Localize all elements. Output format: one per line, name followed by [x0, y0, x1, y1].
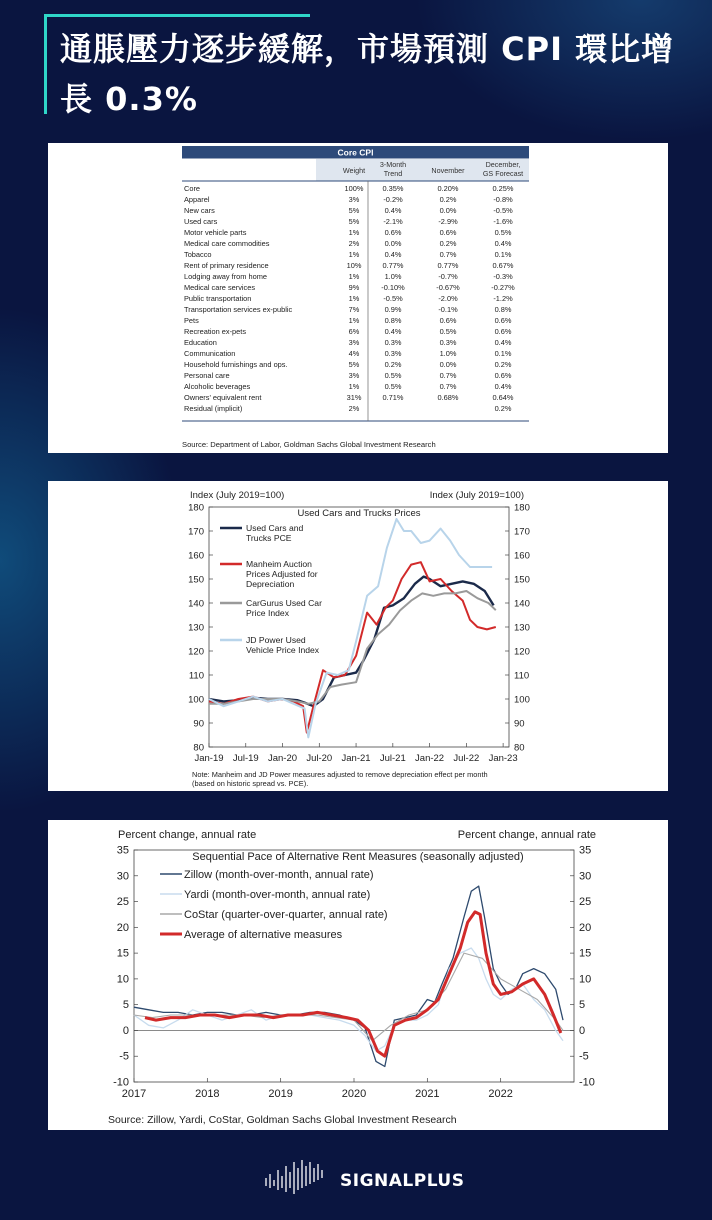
- table-row-label: Medical care commodities: [184, 239, 270, 248]
- x-tick-label: Jan-21: [341, 753, 371, 764]
- table-cell: -0.5%: [383, 294, 403, 303]
- y-tick-label-left: -5: [119, 1050, 129, 1063]
- table-cell: 0.4%: [384, 250, 402, 259]
- y-tick-label-left: 0: [122, 1024, 129, 1037]
- series-line: [209, 519, 492, 737]
- y-tick-label-right: 160: [514, 550, 530, 562]
- chart-note: Note: Manheim and JD Power measures adjusted to remove depreciation effect per month: [192, 770, 488, 779]
- table-title: Core CPI: [337, 147, 374, 158]
- table-row-label: Lodging away from home: [184, 272, 267, 281]
- y-tick-label-left: 20: [116, 921, 129, 934]
- page-title: 通脹壓力逐步緩解，市場預測 CPI 環比增長 0.3%: [60, 30, 675, 118]
- y-tick-label-right: 35: [579, 844, 592, 857]
- chart-title: Used Cars and Trucks Prices: [297, 508, 421, 519]
- table-cell: 0.2%: [494, 404, 512, 413]
- table-cell: 0.3%: [384, 349, 402, 358]
- y-axis-label-right: Index (July 2019=100): [429, 490, 524, 501]
- table-row-label: Owners' equivalent rent: [184, 393, 262, 402]
- y-tick-label-left: 25: [116, 896, 129, 909]
- table-cell: 1%: [348, 250, 360, 259]
- y-tick-label-right: -10: [579, 1076, 595, 1089]
- x-tick-label: 2018: [195, 1088, 220, 1100]
- table-cell: 1%: [348, 228, 360, 237]
- table-cell: 0.2%: [384, 360, 402, 369]
- table-cell: 3%: [348, 371, 360, 380]
- x-tick-label: Jan-20: [267, 753, 298, 764]
- y-axis-label-left: Index (July 2019=100): [190, 490, 285, 501]
- y-tick-label-right: 120: [514, 646, 530, 658]
- table-cell: 0.6%: [439, 228, 457, 237]
- x-tick-label: Jan-23: [488, 753, 518, 764]
- table-cell: 0.0%: [384, 239, 402, 248]
- table-row-label: Core: [184, 184, 201, 193]
- table-cell: 5%: [348, 360, 360, 369]
- table-cell: -0.67%: [436, 283, 460, 292]
- table-cell: 0.67%: [492, 261, 514, 270]
- table-cell: 0.1%: [494, 349, 512, 358]
- table-row-label: Apparel: [184, 195, 210, 204]
- table-cell: 0.25%: [492, 184, 514, 193]
- table-cell: 0.5%: [494, 228, 512, 237]
- table-cell: 5%: [348, 206, 360, 215]
- x-tick-label: 2022: [488, 1088, 513, 1100]
- table-cell: 0.4%: [494, 338, 512, 347]
- table-row-label: Residual (implicit): [184, 404, 243, 413]
- table-row-label: Tobacco: [184, 250, 212, 259]
- table-cell: 0.7%: [439, 382, 457, 391]
- table-row-label: Motor vehicle parts: [184, 228, 247, 237]
- table-cell: 1.0%: [384, 272, 402, 281]
- table-cell: -1.6%: [493, 217, 513, 226]
- y-tick-label-right: 5: [579, 999, 586, 1012]
- table-cell: 0.6%: [494, 316, 512, 325]
- x-tick-label: Jul-20: [306, 753, 333, 764]
- table-cell: 0.77%: [382, 261, 404, 270]
- table-cell: 0.0%: [439, 360, 457, 369]
- table-cell: 0.5%: [439, 327, 457, 336]
- core-cpi-table: [48, 143, 668, 453]
- table-column-header: Trend: [383, 169, 403, 178]
- table-column-header: November: [431, 166, 465, 175]
- legend-label: Yardi (month-over-month, annual rate): [184, 889, 371, 901]
- table-cell: 0.71%: [382, 393, 404, 402]
- table-cell: 0.2%: [439, 239, 457, 248]
- table-cell: -0.7%: [438, 272, 458, 281]
- table-cell: 0.4%: [494, 382, 512, 391]
- table-cell: -0.3%: [493, 272, 513, 281]
- table-cell: -2.9%: [438, 217, 458, 226]
- title-frame-top-line: [44, 14, 310, 17]
- table-cell: 0.4%: [384, 206, 402, 215]
- table-cell: -2.0%: [438, 294, 458, 303]
- table-cell: 0.8%: [494, 305, 512, 314]
- table-cell: 3%: [348, 195, 360, 204]
- table-cell: 100%: [344, 184, 364, 193]
- table-cell: 0.64%: [492, 393, 514, 402]
- table-row-label: Medical care services: [184, 283, 256, 292]
- plot-frame: [134, 850, 574, 1082]
- y-tick-label-left: 15: [116, 947, 129, 960]
- table-cell: 0.6%: [494, 327, 512, 336]
- y-tick-label-left: 100: [188, 694, 204, 706]
- y-tick-label-left: 80: [193, 742, 204, 754]
- table-cell: 0.7%: [439, 250, 457, 259]
- y-tick-label-right: 140: [514, 598, 530, 610]
- y-tick-label-right: 180: [514, 502, 530, 514]
- legend-label: CoStar (quarter-over-quarter, annual rate): [184, 909, 388, 921]
- table-cell: -2.1%: [383, 217, 403, 226]
- y-tick-label-left: 30: [116, 870, 129, 883]
- table-cell: 0.3%: [439, 338, 457, 347]
- legend-label: Price Index: [246, 608, 289, 618]
- table-cell: 1%: [348, 382, 360, 391]
- legend-label: Average of alternative measures: [184, 929, 343, 941]
- table-cell: 0.8%: [384, 316, 402, 325]
- table-row-label: Alcoholic beverages: [184, 382, 251, 391]
- y-tick-label-right: 90: [514, 718, 525, 730]
- table-cell: 5%: [348, 217, 360, 226]
- table-cell: 0.7%: [439, 371, 457, 380]
- table-column-header: GS Forecast: [482, 169, 524, 178]
- table-cell: 0.2%: [439, 195, 457, 204]
- rent-chart: [48, 820, 668, 1130]
- table-cell: 0.6%: [384, 228, 402, 237]
- y-tick-label-right: 150: [514, 574, 530, 586]
- x-tick-label: 2019: [268, 1088, 293, 1100]
- x-tick-label: 2017: [121, 1088, 147, 1100]
- table-source: Source: Department of Labor, Goldman Sachs Global Investment Research: [182, 440, 436, 449]
- title-frame-left-line: [44, 14, 47, 114]
- table-cell: 31%: [346, 393, 362, 402]
- table-cell: 0.6%: [439, 316, 457, 325]
- legend-label: CarGurus Used Car: [246, 598, 322, 608]
- y-tick-label-left: 120: [188, 646, 204, 658]
- y-tick-label-left: -10: [113, 1076, 129, 1089]
- y-tick-label-left: 140: [188, 598, 204, 610]
- y-tick-label-right: 25: [579, 896, 592, 909]
- footer: [0, 1158, 712, 1208]
- table-cell: -0.2%: [383, 195, 403, 204]
- y-tick-label-right: -5: [579, 1050, 589, 1063]
- y-tick-label-left: 170: [188, 526, 204, 538]
- table-row-label: Education: [184, 338, 217, 347]
- table-cell: 2%: [348, 239, 360, 248]
- x-tick-label: 2021: [415, 1088, 440, 1100]
- legend-label: Zillow (month-over-month, annual rate): [184, 869, 374, 881]
- table-cell: 1%: [348, 316, 360, 325]
- y-tick-label-left: 130: [188, 622, 204, 634]
- y-tick-label-right: 130: [514, 622, 530, 634]
- y-tick-label-left: 150: [188, 574, 204, 586]
- y-tick-label-left: 5: [122, 999, 129, 1012]
- legend-label: JD Power Used: [246, 635, 306, 645]
- table-cell: -0.5%: [493, 206, 513, 215]
- table-row-label: Pets: [184, 316, 199, 325]
- table-cell: -0.1%: [438, 305, 458, 314]
- table-cell: 0.9%: [384, 305, 402, 314]
- x-tick-label: Jul-19: [232, 753, 259, 764]
- legend-label: Used Cars and: [246, 523, 304, 533]
- legend-label: Depreciation: [246, 579, 295, 589]
- chart-source: Source: Zillow, Yardi, CoStar, Goldman Sachs Global Investment Research: [108, 1114, 457, 1126]
- y-tick-label-right: 15: [579, 947, 592, 960]
- y-tick-label-left: 160: [188, 550, 204, 562]
- table-cell: 0.6%: [494, 371, 512, 380]
- table-cell: 0.1%: [494, 250, 512, 259]
- used-cars-chart: [48, 481, 668, 791]
- table-cell: 0.77%: [437, 261, 459, 270]
- table-cell: 0.35%: [382, 184, 404, 193]
- table-row-label: Public transportation: [184, 294, 252, 303]
- y-tick-label-left: 10: [116, 973, 129, 986]
- table-cell: -0.10%: [381, 283, 405, 292]
- x-tick-label: Jan-19: [194, 753, 224, 764]
- legend-label: Prices Adjusted for: [246, 569, 318, 579]
- table-cell: 7%: [348, 305, 360, 314]
- y-tick-label-right: 100: [514, 694, 530, 706]
- table-cell: 1%: [348, 272, 360, 281]
- y-tick-label-right: 110: [514, 670, 530, 682]
- table-cell: 1.0%: [439, 349, 457, 358]
- table-cell: -0.27%: [491, 283, 515, 292]
- table-row-label: Rent of primary residence: [184, 261, 269, 270]
- x-tick-label: Jul-22: [453, 753, 480, 764]
- table-row-label: Used cars: [184, 217, 218, 226]
- table-cell: 4%: [348, 349, 360, 358]
- table-cell: 0.20%: [437, 184, 459, 193]
- used-cars-panel: [48, 481, 668, 791]
- series-line: [134, 948, 563, 1051]
- table-cell: 0.3%: [384, 338, 402, 347]
- table-row-label: Personal care: [184, 371, 230, 380]
- table-cell: 0.4%: [494, 239, 512, 248]
- table-column-header: Weight: [342, 166, 366, 175]
- y-tick-label-right: 30: [579, 870, 592, 883]
- brand-name: SIGNALPLUS: [340, 1171, 465, 1191]
- chart-note: (based on historic spread vs. PCE).: [192, 779, 309, 788]
- chart-title: Sequential Pace of Alternative Rent Measures (seasonally adjusted): [192, 851, 524, 863]
- table-cell: 9%: [348, 283, 360, 292]
- legend-label: Manheim Auction: [246, 559, 312, 569]
- y-tick-label-right: 10: [579, 973, 592, 986]
- y-tick-label-left: 35: [116, 844, 129, 857]
- table-cell: -1.2%: [493, 294, 513, 303]
- y-axis-label-left: Percent change, annual rate: [118, 829, 257, 841]
- table-cell: 0.68%: [437, 393, 459, 402]
- y-tick-label-right: 0: [579, 1024, 586, 1037]
- x-tick-label: 2020: [341, 1088, 367, 1100]
- y-tick-label-right: 80: [514, 742, 525, 754]
- y-tick-label-left: 110: [188, 670, 204, 682]
- table-row-label: Communication: [184, 349, 236, 358]
- y-tick-label-right: 20: [579, 921, 592, 934]
- table-cell: 3%: [348, 338, 360, 347]
- y-tick-label-left: 90: [193, 718, 204, 730]
- table-cell: 0.0%: [439, 206, 457, 215]
- table-cell: 0.5%: [384, 371, 402, 380]
- y-axis-label-right: Percent change, annual rate: [457, 829, 596, 841]
- rent-panel: [48, 820, 668, 1130]
- legend-label: Trucks PCE: [246, 533, 292, 543]
- table-cell: 2%: [348, 404, 360, 413]
- table-cell: 1%: [348, 294, 360, 303]
- table-cell: 0.5%: [384, 382, 402, 391]
- table-cell: 0.4%: [384, 327, 402, 336]
- table-row-label: Transportation services ex-public: [184, 305, 293, 314]
- table-column-header: December,: [485, 160, 521, 169]
- legend-label: Vehicle Price Index: [246, 645, 320, 655]
- table-cell: 10%: [346, 261, 362, 270]
- core-cpi-panel: [48, 143, 668, 453]
- y-tick-label-right: 170: [514, 526, 530, 538]
- series-line: [134, 953, 563, 1041]
- table-row-label: New cars: [184, 206, 215, 215]
- table-row-label: Recreation ex-pets: [184, 327, 247, 336]
- table-row-label: Household furnishings and ops.: [184, 360, 288, 369]
- x-tick-label: Jul-21: [379, 753, 406, 764]
- table-column-header: 3-Month: [379, 160, 407, 169]
- y-tick-label-left: 180: [188, 502, 204, 514]
- signalplus-logo-icon: [264, 1158, 332, 1202]
- table-cell: 0.2%: [494, 360, 512, 369]
- x-tick-label: Jan-22: [415, 753, 445, 764]
- table-cell: 6%: [348, 327, 360, 336]
- table-cell: -0.8%: [493, 195, 513, 204]
